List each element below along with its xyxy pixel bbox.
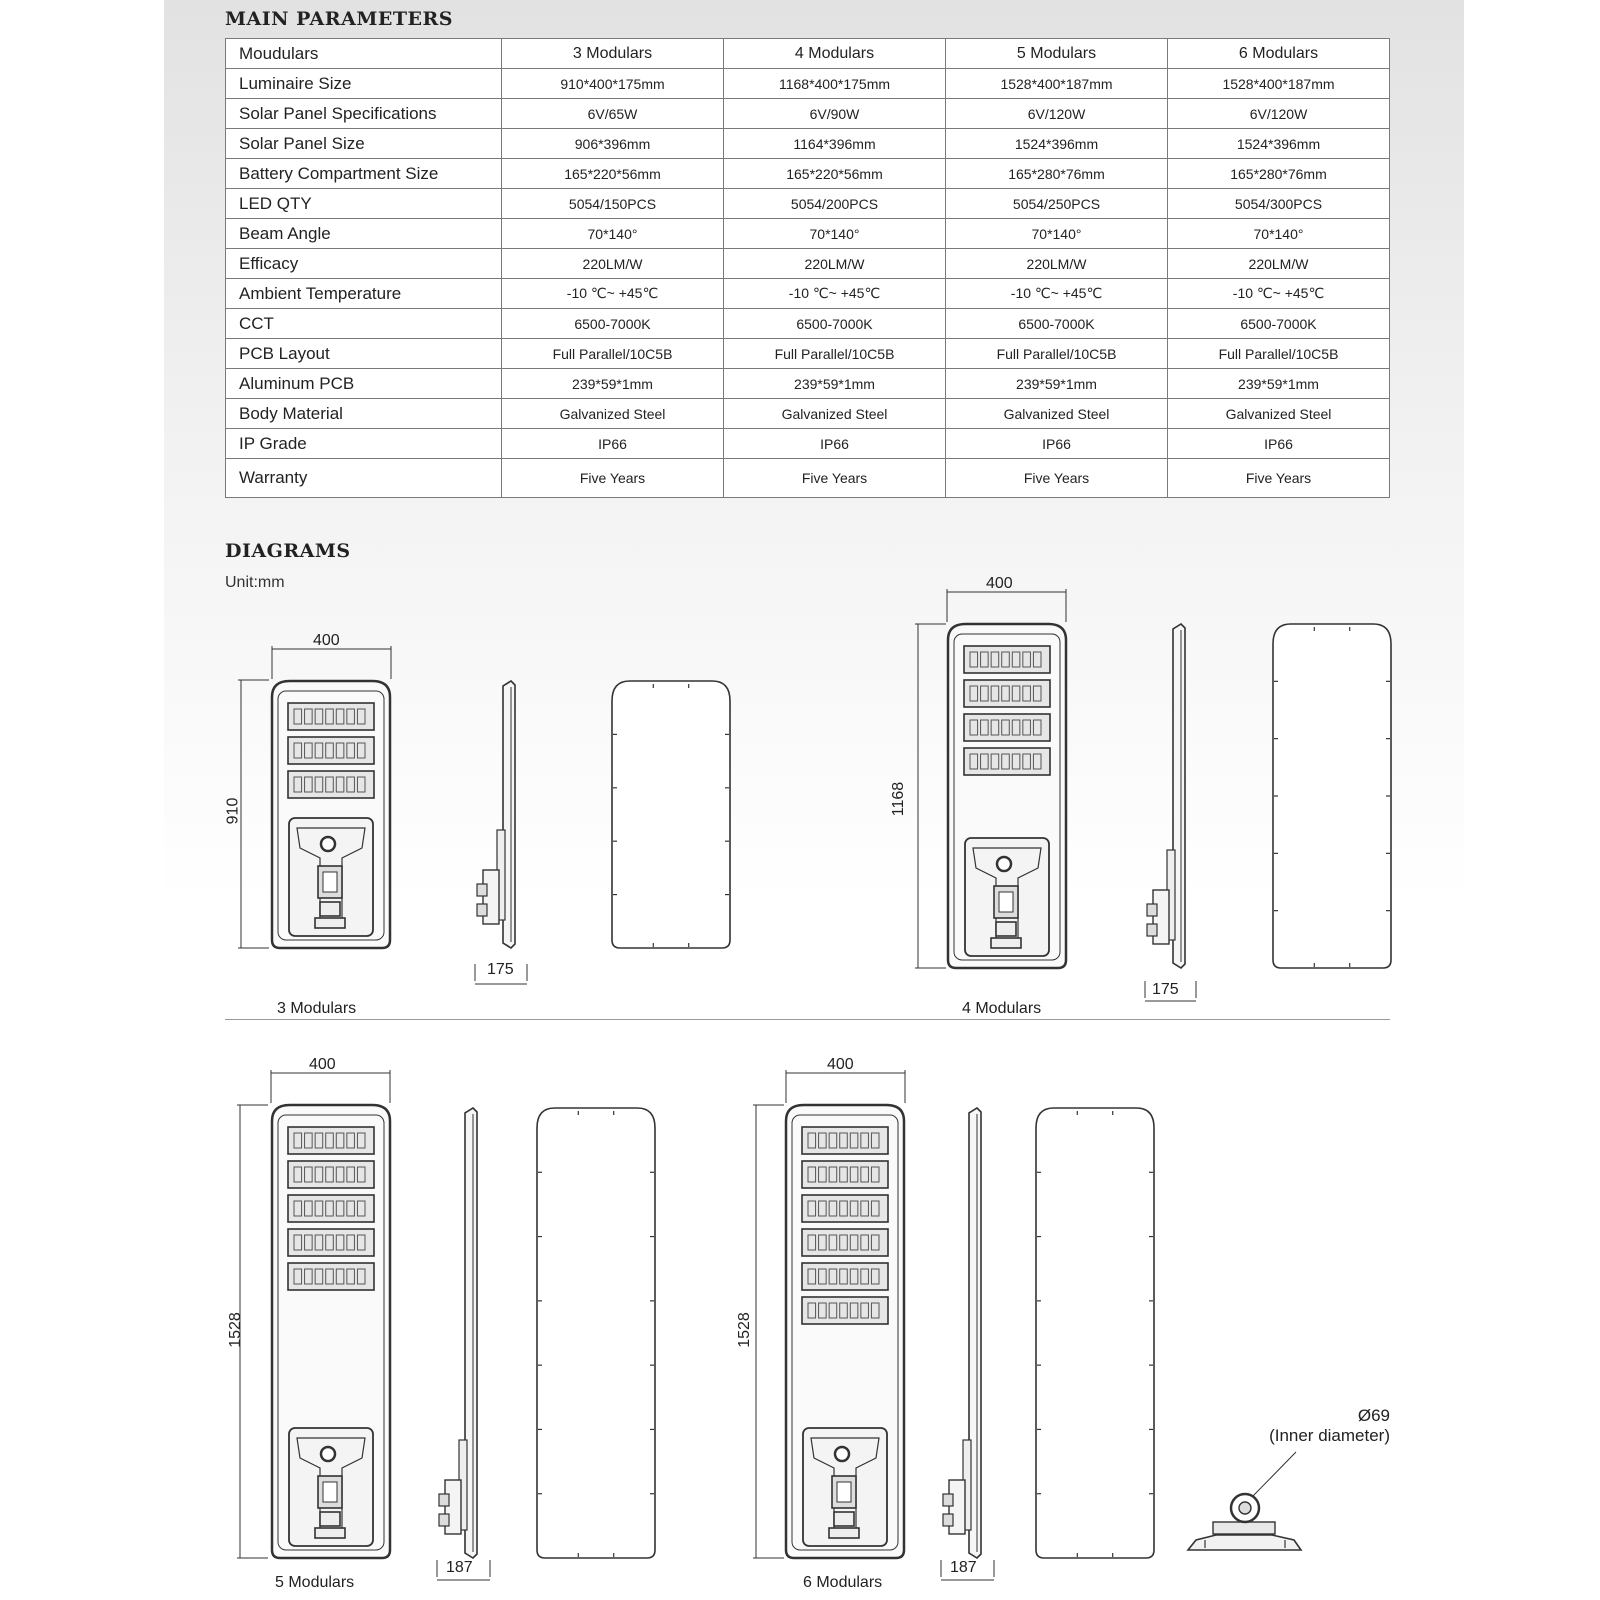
front-3-led-module (288, 703, 374, 730)
table-cell: 239*59*1mm (502, 369, 724, 399)
table-cell: IP66 (1168, 429, 1390, 459)
row-label: Solar Panel Specifications (226, 99, 502, 129)
row-label: Luminaire Size (226, 69, 502, 99)
front-5-led-module (288, 1127, 374, 1154)
table-cell: 5054/150PCS (502, 189, 724, 219)
front-5-led-module (288, 1263, 374, 1290)
table-cell: 6V/65W (502, 99, 724, 129)
table-cell: Five Years (946, 459, 1168, 498)
height-dim-6: 1528 (735, 1312, 753, 1348)
width-dim-6: 400 (827, 1056, 854, 1073)
side-6-mount-clamp-top (943, 1494, 953, 1506)
depth-dim-4: 175 (1152, 981, 1179, 998)
panel-3-outline (612, 681, 730, 948)
bracket-leader-line (1253, 1452, 1296, 1496)
panel-4-outline (1273, 624, 1391, 968)
front-6-bracket-base (829, 1528, 859, 1538)
caption-5-modulars: 5 Modulars (275, 1574, 355, 1591)
table-cell: 70*140° (724, 219, 946, 249)
table-cell: 906*396mm (502, 129, 724, 159)
front-4-bracket-base (991, 938, 1021, 948)
front-6-led-module (802, 1127, 888, 1154)
table-cell: 6500-7000K (502, 309, 724, 339)
table-cell: Five Years (724, 459, 946, 498)
table-cell: -10 ℃~ +45℃ (1168, 279, 1390, 309)
side-5-mount-clamp-top (439, 1494, 449, 1506)
bracket-ring-inner (1239, 1502, 1251, 1514)
side-6-mount-clamp-bottom (943, 1514, 953, 1526)
table-cell: IP66 (502, 429, 724, 459)
table-cell: 6V/120W (946, 99, 1168, 129)
table-cell: 1528*400*187mm (946, 69, 1168, 99)
table-cell: -10 ℃~ +45℃ (502, 279, 724, 309)
front-5-bracket-clamp (320, 1512, 340, 1526)
front-5-led-module (288, 1195, 374, 1222)
table-cell: 1168*400*175mm (724, 69, 946, 99)
front-4-led-module (964, 680, 1050, 707)
table-cell: -10 ℃~ +45℃ (946, 279, 1168, 309)
table-cell: Full Parallel/10C5B (502, 339, 724, 369)
table-cell: 220LM/W (502, 249, 724, 279)
depth-dim-3: 175 (487, 961, 514, 978)
table-cell: Galvanized Steel (1168, 399, 1390, 429)
front-6-sensor-icon (835, 1447, 849, 1461)
table-cell: 6V/120W (1168, 99, 1390, 129)
caption-4-modulars: 4 Modulars (962, 1000, 1042, 1017)
front-4-bracket-clamp (996, 922, 1016, 936)
side-3-mount-clamp-top (477, 884, 487, 896)
bracket-diameter: Ø69 (1357, 1406, 1390, 1425)
table-cell: 1528*400*187mm (1168, 69, 1390, 99)
side-5-mount-clamp-bottom (439, 1514, 449, 1526)
table-cell: 220LM/W (946, 249, 1168, 279)
table-cell: 5054/300PCS (1168, 189, 1390, 219)
header-cell: 6 Modulars (1168, 39, 1390, 69)
width-dim-4: 400 (986, 575, 1013, 592)
front-6-led-module (802, 1195, 888, 1222)
front-3-bracket-slot (323, 872, 337, 892)
width-dim-5: 400 (309, 1056, 336, 1073)
row-label: PCB Layout (226, 339, 502, 369)
table-cell: 5054/250PCS (946, 189, 1168, 219)
row-label: Battery Compartment Size (226, 159, 502, 189)
row-label: Warranty (226, 459, 502, 498)
front-3-led-module (288, 771, 374, 798)
bracket-note (1240, 1406, 1390, 1446)
header-cell: Moudulars (226, 39, 502, 69)
depth-dim-5: 187 (446, 1559, 473, 1576)
table-cell: 5054/200PCS (724, 189, 946, 219)
table-cell: 70*140° (946, 219, 1168, 249)
table-cell: 239*59*1mm (724, 369, 946, 399)
table-cell: 6500-7000K (1168, 309, 1390, 339)
panel-6-outline (1036, 1108, 1154, 1558)
front-5-bracket-slot (323, 1482, 337, 1502)
table-cell: Full Parallel/10C5B (1168, 339, 1390, 369)
unit-label: Unit:mm (225, 574, 285, 591)
bracket-description: (Inner diameter) (1269, 1426, 1390, 1445)
front-5-led-module (288, 1229, 374, 1256)
table-cell: Full Parallel/10C5B (724, 339, 946, 369)
front-3-sensor-icon (321, 837, 335, 851)
table-cell: Galvanized Steel (724, 399, 946, 429)
table-cell: 6500-7000K (724, 309, 946, 339)
table-cell: 165*280*76mm (1168, 159, 1390, 189)
table-cell: -10 ℃~ +45℃ (724, 279, 946, 309)
table-cell: IP66 (724, 429, 946, 459)
table-cell: 1524*396mm (946, 129, 1168, 159)
side-3-mount-clamp-bottom (477, 904, 487, 916)
header-cell: 5 Modulars (946, 39, 1168, 69)
header-cell: 4 Modulars (724, 39, 946, 69)
caption-6-modulars: 6 Modulars (803, 1574, 883, 1591)
bracket-body (1213, 1522, 1275, 1534)
row-label: Aluminum PCB (226, 369, 502, 399)
front-6-led-module (802, 1161, 888, 1188)
row-label: Body Material (226, 399, 502, 429)
front-6-bracket-slot (837, 1482, 851, 1502)
depth-dim-6: 187 (950, 1559, 977, 1576)
table-cell: Galvanized Steel (946, 399, 1168, 429)
front-4-led-module (964, 748, 1050, 775)
row-label: Solar Panel Size (226, 129, 502, 159)
table-cell: 1164*396mm (724, 129, 946, 159)
front-4-led-module (964, 646, 1050, 673)
front-6-led-module (802, 1297, 888, 1324)
table-cell: Five Years (502, 459, 724, 498)
front-6-bracket-clamp (834, 1512, 854, 1526)
row-label: Beam Angle (226, 219, 502, 249)
row-label: IP Grade (226, 429, 502, 459)
height-dim-4: 1168 (890, 781, 908, 817)
table-cell: 910*400*175mm (502, 69, 724, 99)
front-4-bracket-slot (999, 892, 1013, 912)
table-cell: Five Years (1168, 459, 1390, 498)
panel-5-outline (537, 1108, 655, 1558)
front-5-bracket-base (315, 1528, 345, 1538)
table-cell: 70*140° (502, 219, 724, 249)
table-cell: 70*140° (1168, 219, 1390, 249)
row-label: Ambient Temperature (226, 279, 502, 309)
front-3-bracket-base (315, 918, 345, 928)
table-cell: Galvanized Steel (502, 399, 724, 429)
table-cell: Full Parallel/10C5B (946, 339, 1168, 369)
row-label: LED QTY (226, 189, 502, 219)
table-cell: 165*220*56mm (502, 159, 724, 189)
front-3-bracket-clamp (320, 902, 340, 916)
diagrams-title: DIAGRAMS (225, 540, 351, 562)
table-cell: 220LM/W (1168, 249, 1390, 279)
side-4-mount-clamp-top (1147, 904, 1157, 916)
table-cell: 1524*396mm (1168, 129, 1390, 159)
table-cell: 220LM/W (724, 249, 946, 279)
main-parameters-title: MAIN PARAMETERS (225, 8, 453, 30)
side-4-mount-clamp-bottom (1147, 924, 1157, 936)
header-cell: 3 Modulars (502, 39, 724, 69)
height-dim-3: 910 (224, 797, 242, 825)
height-dim-5: 1528 (226, 1312, 244, 1348)
front-6-led-module (802, 1229, 888, 1256)
front-5-led-module (288, 1161, 374, 1188)
table-cell: IP66 (946, 429, 1168, 459)
front-3-led-module (288, 737, 374, 764)
table-cell: 6V/90W (724, 99, 946, 129)
front-4-sensor-icon (997, 857, 1011, 871)
width-dim-3: 400 (313, 632, 340, 649)
front-5-sensor-icon (321, 1447, 335, 1461)
front-6-led-module (802, 1263, 888, 1290)
diagram-separator (225, 1019, 1390, 1020)
caption-3-modulars: 3 Modulars (277, 1000, 357, 1017)
front-4-led-module (964, 714, 1050, 741)
row-label: Efficacy (226, 249, 502, 279)
table-cell: 6500-7000K (946, 309, 1168, 339)
table-cell: 239*59*1mm (946, 369, 1168, 399)
table-cell: 165*220*56mm (724, 159, 946, 189)
table-cell: 165*280*76mm (946, 159, 1168, 189)
row-label: CCT (226, 309, 502, 339)
table-cell: 239*59*1mm (1168, 369, 1390, 399)
